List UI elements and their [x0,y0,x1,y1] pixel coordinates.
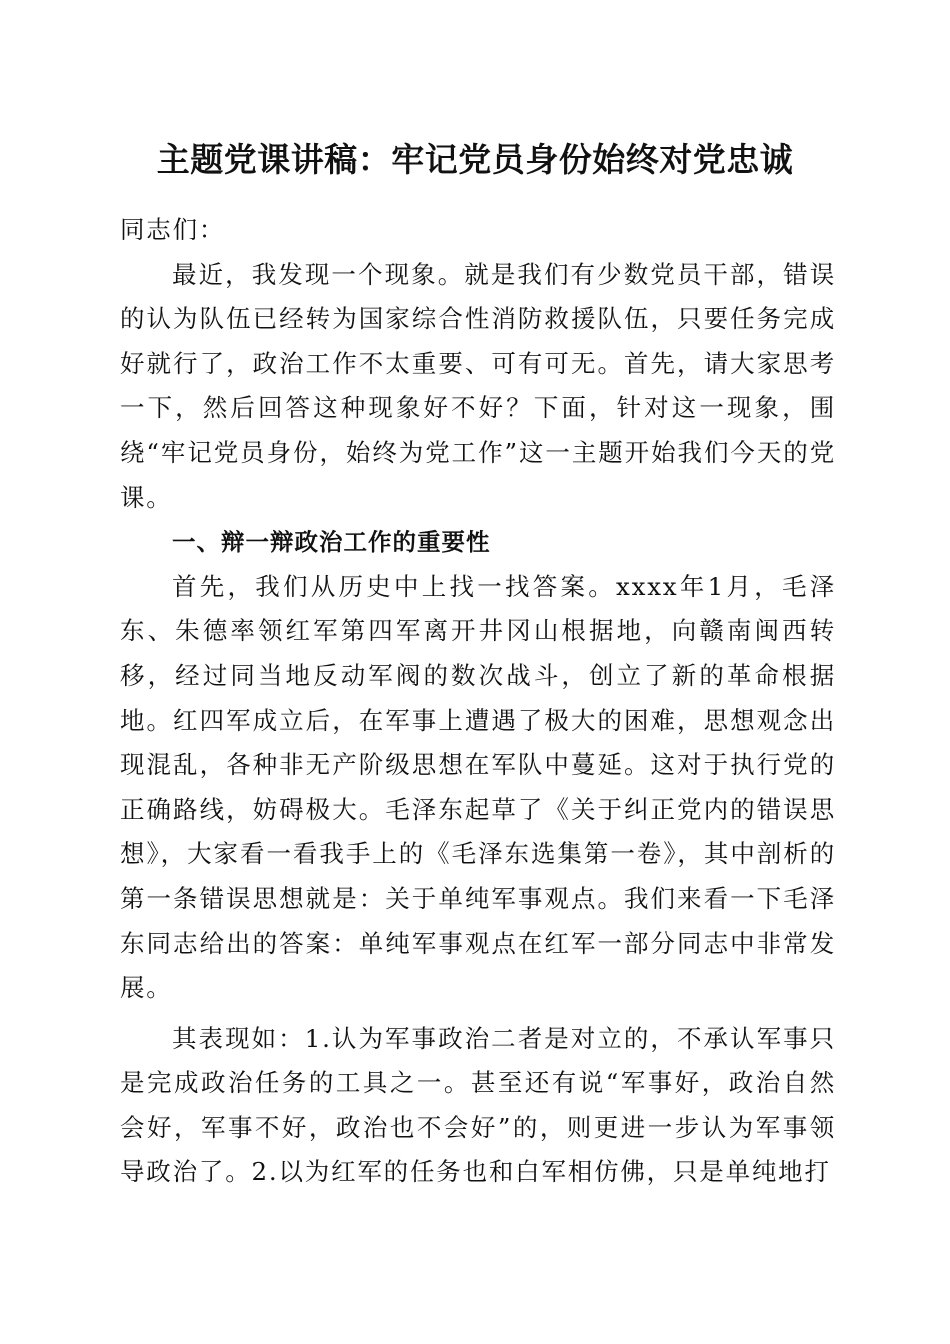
section-heading: 一、辩一辩政治工作的重要性 [172,528,491,557]
salutation: 同志们： [120,215,226,244]
document-body [120,208,836,1195]
paragraph-history: 首先，我们从历史中上找一找答案。xxxx年1月，毛泽东、朱德率领红军第四军离开井冈山根据地，向赣南闽西转移，经过同当地反动军阀的数次战斗，创立了新的革命根据地。红四军成立后，在军事上遭遇了极大的困难，思想观念出现混乱，各种非无产阶级思想在军队中蔓延。这对于执行党的正确路线，妨碍极大。毛泽东起草了《关于纠正党内的错误思想》，大家看一看我手上的《毛泽东选集第一卷》，其中剖析的第一条错误思想就是：关于单纯军事观点。我们来看一下毛泽东同志给出的答案：单纯军事观点在红军一部分同志中非常发展。 [120,571,836,1003]
paragraph-intro: 最近，我发现一个现象。就是我们有少数党员干部，错误的认为队伍已经转为国家综合性消防救援队伍，只要任务完成好就行了，政治工作不太重要、可有可无。首先，请大家思考一下，然后回答这种现象好不好？下面，针对这一现象，围绕“牢记党员身份，始终为党工作”这一主题开始我们今天的党课。 [120,259,836,512]
paragraph-manifestations: 其表现如：1.认为军事政治二者是对立的，不承认军事只是完成政治任务的工具之一。甚至还有说“军事好，政治自然会好，军事不好，政治也不会好”的，则更进一步认为军事领导政治了。2.以为红军的任务也和白军相仿佛，只是单纯地打 [120,1023,836,1187]
document-title: 主题党课讲稿：牢记党员身份始终对党忠诚 [156,140,794,179]
